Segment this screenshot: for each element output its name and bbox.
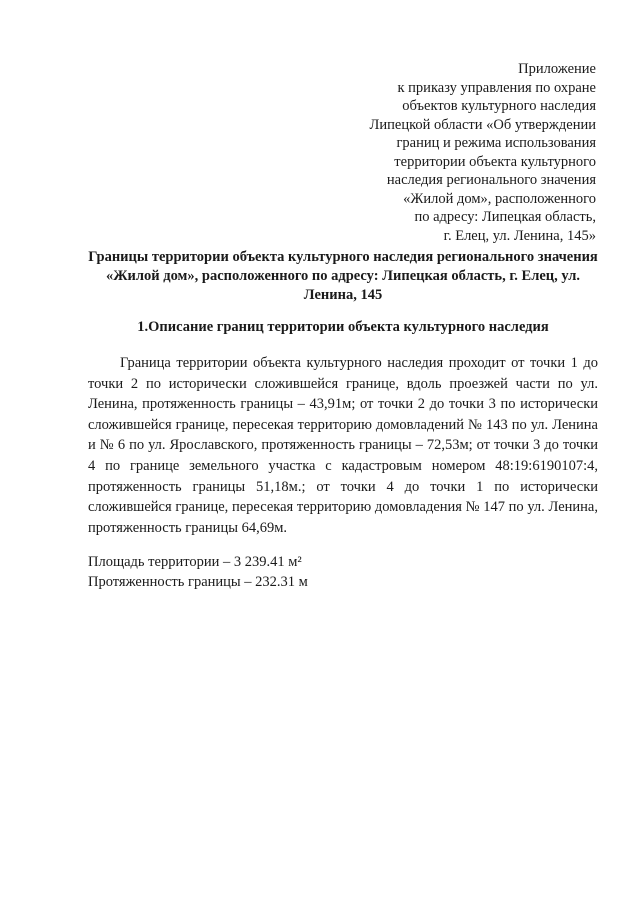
section-title: 1.Описание границ территории объекта культурного наследия (137, 319, 549, 335)
appendix-line: Приложение (518, 61, 596, 77)
summary-block (88, 552, 598, 592)
boundary-length: Протяженность границы – 232.31 м (88, 574, 308, 590)
appendix-line: по адресу: Липецкая область, (414, 209, 596, 225)
appendix-line: наследия регионального значения (386, 172, 596, 188)
appendix-line: Липецкой области «Об утверждении (369, 116, 596, 133)
appendix-header (296, 60, 596, 245)
territory-area: Площадь территории – 3 239.41 м² (88, 554, 302, 570)
boundary-description: Граница территории объекта культурного наследия проходит от точки 1 до точки 2 по исторически сложившейся границе, вдоль проезжей части по ул. Ленина, протяженность границы – 43,91м; от точки 2 до точки 3 по исторически сложившейся границе, пересекая территорию домовладений № 143 по ул. Ленина и № 6 по ул. Ярославского, протяженность границы – 72,53м; от точки 3 до точки 4 по границе земельного участка с кадастровым номером 48:19:6190107:4, протяженность границы 51,18м.; от точки 4 до точки 1 по исторически сложившейся границе, пересекая территорию домовладения № 147 по ул. Ленина, протяженность границы 64,69м. (88, 355, 598, 536)
appendix-line: территории объекта культурного (394, 153, 596, 170)
appendix-line: объектов культурного наследия (402, 98, 596, 114)
appendix-line: границ и режима использования (396, 135, 596, 151)
appendix-line: к приказу управления по охране (397, 79, 596, 96)
appendix-line: г. Елец, ул. Ленина, 145» (443, 227, 596, 244)
document-title: Границы территории объекта культурного наследия регионального значения «Жилой дом», расположенного по адресу: Липецкая область, г. Елец, ул. Ленина, 145 (88, 249, 598, 303)
appendix-line: «Жилой дом», расположенного (403, 190, 596, 207)
